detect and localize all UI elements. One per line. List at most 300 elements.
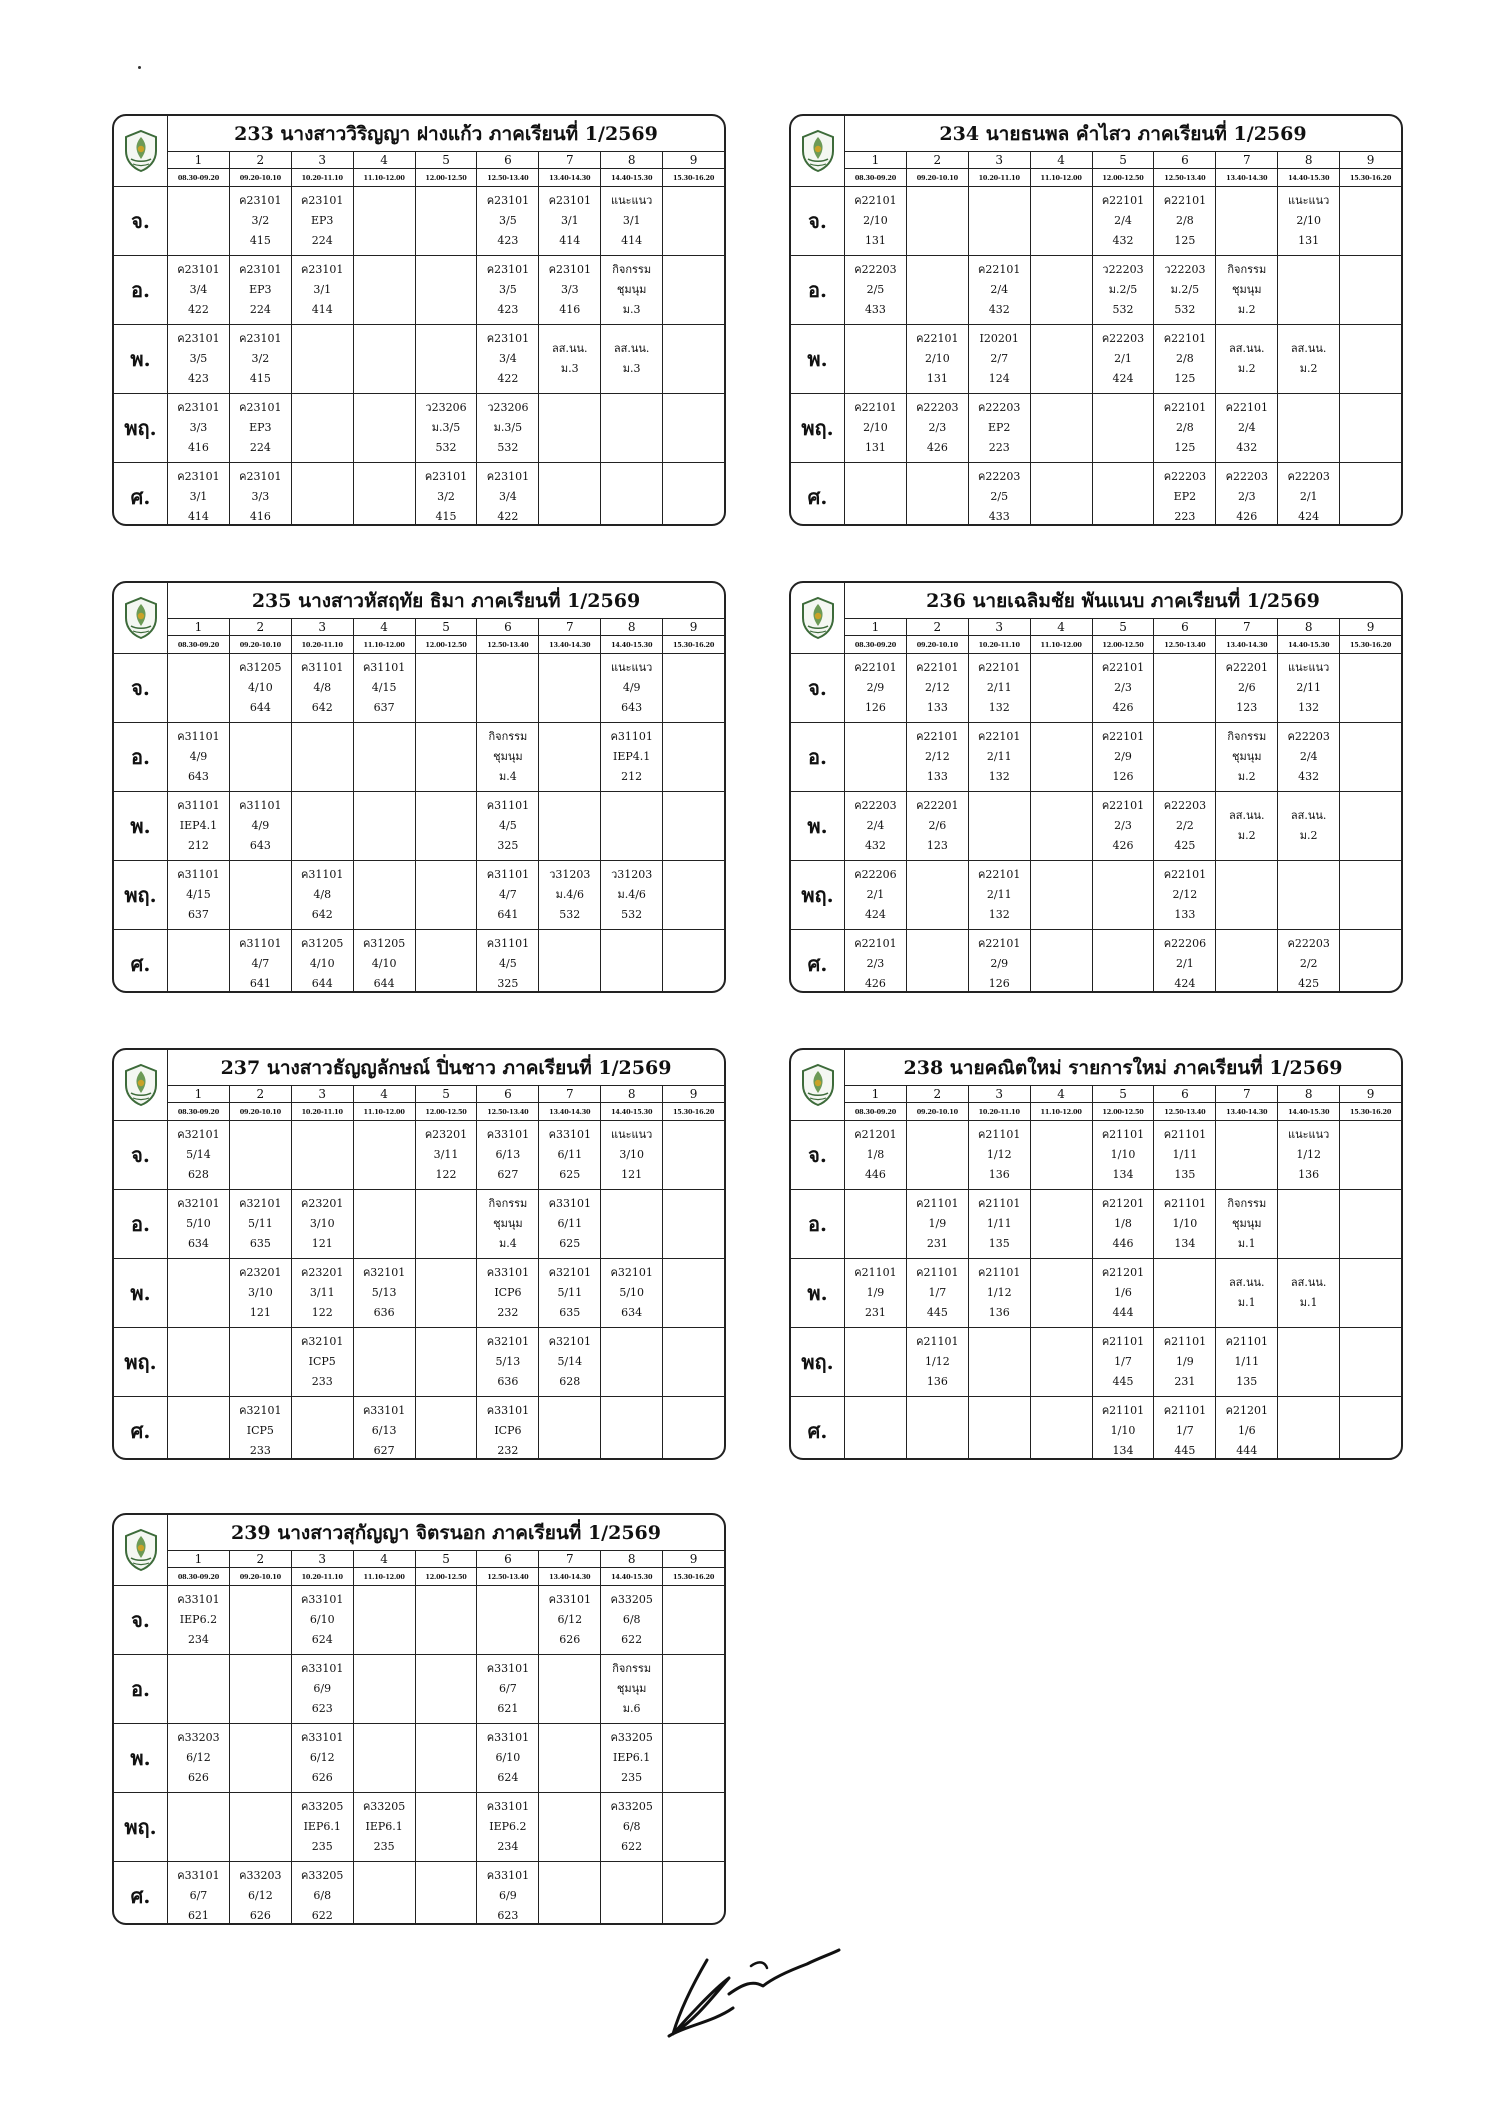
cell-line: ค31101 [177, 868, 220, 881]
cell-line: ม.3/5 [493, 421, 523, 434]
cell-line: 6/10 [309, 1613, 335, 1626]
schedule-cell [969, 1328, 1031, 1396]
cell-line: 532 [1174, 303, 1196, 316]
cell-line: 1/9 [1176, 1355, 1194, 1368]
schedule-cell [1278, 325, 1340, 393]
schedule-cell [663, 1121, 724, 1189]
schedule-cell [292, 394, 354, 462]
schedule-cell [907, 394, 969, 462]
schedule-cell [1216, 256, 1278, 324]
cell-line: 235 [621, 1771, 643, 1784]
schedule-cell [1154, 1259, 1216, 1327]
period-time: 10.20-11.10 [292, 636, 354, 653]
period-time: 10.20-11.10 [292, 1568, 354, 1585]
cell-line: 2/11 [986, 750, 1012, 763]
period-time: 11.10-12.00 [354, 636, 416, 653]
logo-cell [114, 116, 168, 186]
schedule-cell [601, 394, 663, 462]
cell-line: 416 [249, 510, 271, 523]
cell-line: 642 [311, 701, 333, 714]
schedule-cell [292, 1328, 354, 1396]
period-number: 9 [689, 620, 698, 635]
schedule-cell [907, 792, 969, 860]
cell-line: 628 [187, 1168, 209, 1181]
cell-line: ค32101 [362, 1266, 406, 1279]
cell-line: ค21101 [916, 1197, 959, 1210]
cell-line: 6/9 [499, 1889, 517, 1902]
schedule-cell [477, 792, 539, 860]
cell-line: 2/6 [1237, 681, 1256, 694]
schedule-cell [354, 394, 416, 462]
cell-line: ค23101 [486, 332, 530, 345]
timetable-233 [112, 114, 726, 526]
cell-line: 212 [621, 770, 643, 783]
period-number: 2 [230, 619, 292, 635]
cell-line: 2/4 [1114, 214, 1132, 227]
schedule-cell [601, 861, 663, 929]
timetable-header [791, 583, 1401, 654]
period-time: 15.30-16.20 [672, 1107, 715, 1116]
cell-line: 2/12 [924, 750, 950, 763]
schedule-cell [1216, 1397, 1278, 1460]
period-time: 13.40-14.30 [539, 636, 601, 653]
period-number: 5 [416, 1086, 478, 1102]
period-number: 1 [845, 1086, 907, 1102]
period-number: 3 [292, 1086, 354, 1102]
period-number: 7 [1216, 152, 1278, 168]
cell-line: ค21201 [1225, 1404, 1268, 1417]
period-time: 15.30-16.20 [1349, 1107, 1392, 1116]
period-time: 10.20-11.10 [969, 169, 1031, 186]
cell-line: 6/8 [313, 1889, 332, 1902]
cell-line: ค22203 [916, 401, 959, 414]
cell-line: 6/12 [309, 1751, 335, 1764]
schedule-cell [477, 256, 539, 324]
schedule-cell [663, 394, 724, 462]
cell-line: 3/11 [433, 1148, 459, 1161]
day-label: จ. [791, 1121, 845, 1189]
time-header-row [845, 636, 1401, 653]
schedule-cell [845, 723, 907, 791]
schedule-cell [230, 1793, 292, 1861]
schedule-cell [539, 723, 601, 791]
period-number: 3 [292, 152, 354, 168]
day-row [791, 1190, 1401, 1259]
cell-line: กิจกรรม [612, 263, 652, 276]
cell-line: 2/4 [1299, 750, 1318, 763]
schedule-cell [601, 1724, 663, 1792]
schedule-cell [354, 654, 416, 722]
day-row [114, 723, 724, 792]
cell-line: ค23101 [486, 194, 530, 207]
cell-line: ว31203 [549, 868, 591, 881]
cell-line: ค22203 [978, 470, 1021, 483]
day-label: พฤ. [114, 1328, 168, 1396]
cell-line: 133 [926, 770, 948, 783]
schedule-cell [354, 1397, 416, 1460]
cell-line: 126 [864, 701, 886, 714]
day-row [791, 861, 1401, 930]
cell-line: 232 [497, 1306, 519, 1319]
cell-line: ค21101 [854, 1266, 897, 1279]
cell-line: 1/7 [928, 1286, 947, 1299]
cell-line: ค33101 [301, 1593, 344, 1606]
cell-line: ค33205 [610, 1800, 653, 1813]
schedule-cell [230, 1121, 292, 1189]
schedule-cell [845, 463, 907, 526]
timetable-236 [789, 581, 1403, 993]
cell-line: 3/3 [189, 421, 208, 434]
day-label: พ. [114, 325, 168, 393]
period-time: 15.30-16.20 [1349, 640, 1392, 649]
period-time: 12.00-12.50 [416, 169, 478, 186]
schedule-cell [168, 256, 230, 324]
schedule-cell [969, 792, 1031, 860]
schedule-cell [1216, 1121, 1278, 1189]
schedule-cell [1340, 1121, 1401, 1189]
schedule-cell [1031, 654, 1093, 722]
cell-line: ค23101 [239, 470, 282, 483]
period-time: 12.50-13.40 [1154, 1103, 1216, 1120]
cell-line: 2/2 [1299, 957, 1318, 970]
period-number: 6 [1154, 1086, 1216, 1102]
schedule-cell [477, 1259, 539, 1327]
schedule-cell [1216, 792, 1278, 860]
cell-line: 623 [497, 1909, 519, 1922]
cell-line: 1/6 [1114, 1286, 1132, 1299]
cell-line: 446 [864, 1168, 886, 1181]
cell-line: กิจกรรม [1227, 1197, 1267, 1210]
day-row [791, 256, 1401, 325]
cell-line: 131 [926, 372, 948, 385]
cell-line: ม.2 [1299, 362, 1318, 375]
schedule-cell [416, 1397, 478, 1460]
cell-line: ค22101 [854, 194, 897, 207]
day-row [114, 654, 724, 723]
cell-line: ค33205 [301, 1869, 344, 1882]
schedule-cell [1154, 394, 1216, 462]
cell-line: 1/8 [866, 1148, 885, 1161]
cell-line: 641 [249, 977, 271, 990]
schedule-cell [230, 1259, 292, 1327]
day-label: อ. [791, 256, 845, 324]
cell-line: 224 [249, 441, 271, 454]
logo-cell [114, 1050, 168, 1120]
schedule-cell [539, 1328, 601, 1396]
cell-line: 414 [621, 234, 643, 247]
schedule-cell [416, 1724, 478, 1792]
period-number: 1 [845, 619, 907, 635]
period-time: 14.40-15.30 [601, 169, 663, 186]
cell-line: กิจกรรม [488, 1197, 528, 1210]
schedule-cell [1278, 256, 1340, 324]
cell-line: ค23101 [239, 194, 282, 207]
schedule-cell [477, 930, 539, 993]
cell-line: 223 [988, 441, 1010, 454]
cell-line: 621 [187, 1909, 209, 1922]
schedule-cell [292, 1655, 354, 1723]
day-row [114, 325, 724, 394]
schedule-cell [663, 723, 724, 791]
period-time: 11.10-12.00 [1031, 1103, 1093, 1120]
cell-line: ค31205 [362, 937, 406, 950]
period-time: 08.30-09.20 [845, 1103, 907, 1120]
cell-line: ค22201 [916, 799, 959, 812]
cell-line: ค21101 [916, 1335, 959, 1348]
schedule-cell [1031, 1397, 1093, 1460]
cell-line: ค23101 [177, 470, 220, 483]
cell-line: 125 [1174, 372, 1196, 385]
period-time: 13.40-14.30 [1216, 169, 1278, 186]
schedule-cell [1278, 930, 1340, 993]
cell-line: ค21201 [1101, 1197, 1145, 1210]
cell-line: 6/11 [557, 1148, 583, 1161]
cell-line: 131 [864, 234, 886, 247]
cell-line: 423 [497, 234, 519, 247]
cell-line: 124 [988, 372, 1010, 385]
cell-line: 135 [988, 1237, 1010, 1250]
cell-line: 4/5 [499, 957, 517, 970]
schedule-cell [477, 1121, 539, 1189]
schedule-cell [477, 1862, 539, 1925]
schedule-cell [416, 1121, 478, 1189]
cell-line: 132 [988, 908, 1010, 921]
cell-line: ค23101 [548, 194, 591, 207]
cell-line: ค21101 [916, 1266, 959, 1279]
cell-line: ค23201 [301, 1197, 344, 1210]
cell-line: 432 [864, 839, 886, 852]
schedule-cell [1093, 1121, 1155, 1189]
schedule-cell [354, 463, 416, 526]
cell-line: ICP6 [494, 1424, 522, 1437]
schedule-cell [354, 723, 416, 791]
schedule-cell [539, 654, 601, 722]
period-time: 12.00-12.50 [1093, 636, 1155, 653]
cell-line: ค22101 [916, 730, 959, 743]
cell-line: ม.4 [499, 770, 517, 783]
cell-line: ชุมนุม [493, 1217, 523, 1230]
period-time: 13.40-14.30 [539, 1103, 601, 1120]
timetable-title: 233 นางสาววิริญญา ฝางแก้ว ภาคเรียนที่ 1/2569 [168, 116, 724, 152]
cell-line: 3/4 [189, 283, 208, 296]
timetable-234 [789, 114, 1403, 526]
cell-line: 4/9 [622, 681, 641, 694]
cell-line: 2/3 [1237, 490, 1256, 503]
cell-line: 6/13 [495, 1148, 521, 1161]
cell-line: 446 [1112, 1237, 1134, 1250]
schedule-cell [969, 187, 1031, 255]
schedule-cell [230, 1586, 292, 1654]
day-row [791, 394, 1401, 463]
schedule-cell [230, 1655, 292, 1723]
time-header-row [168, 1568, 724, 1585]
period-number: 9 [689, 153, 698, 168]
cell-line: I20201 [979, 332, 1019, 345]
cell-line: ค33101 [486, 1869, 530, 1882]
schedule-cell [416, 792, 478, 860]
cell-line: ม.1 [1237, 1296, 1256, 1309]
cell-line: 642 [311, 908, 333, 921]
schedule-cell [416, 1259, 478, 1327]
schedule-cell [354, 1793, 416, 1861]
period-number: 6 [477, 1086, 539, 1102]
schedule-cell [1093, 654, 1155, 722]
schedule-cell [477, 1793, 539, 1861]
cell-line: 234 [187, 1633, 209, 1646]
cell-line: 415 [249, 372, 271, 385]
cell-line: 123 [1236, 701, 1258, 714]
schedule-cell [845, 1397, 907, 1460]
schedule-cell [168, 792, 230, 860]
day-label: ศ. [114, 1862, 168, 1925]
period-number: 8 [601, 619, 663, 635]
cell-line: ค22101 [978, 868, 1021, 881]
cell-line: 135 [1236, 1375, 1258, 1388]
schedule-cell [168, 463, 230, 526]
schedule-cell [416, 256, 478, 324]
cell-line: 224 [311, 234, 333, 247]
cell-line: 134 [1112, 1444, 1134, 1457]
cell-line: 233 [249, 1444, 271, 1457]
time-header-row [845, 169, 1401, 186]
cell-line: ค32101 [610, 1266, 653, 1279]
period-number: 1 [168, 1551, 230, 1567]
schedule-cell [663, 1793, 724, 1861]
cell-line: 423 [497, 303, 519, 316]
cell-line: 422 [497, 372, 519, 385]
schedule-cell [416, 723, 478, 791]
day-row [114, 1397, 724, 1460]
cell-line: IEP6.1 [303, 1820, 341, 1833]
period-number: 1 [168, 619, 230, 635]
cell-line: ค22203 [978, 401, 1021, 414]
schedule-cell [477, 654, 539, 722]
cell-line: ค22101 [978, 937, 1021, 950]
cell-line: EP3 [249, 283, 272, 296]
cell-line: 634 [621, 1306, 643, 1319]
day-label: พ. [114, 1259, 168, 1327]
schedule-cell [354, 1586, 416, 1654]
timetable-title: 237 นางสาวธัญญลักษณ์ ปิ่นชาว ภาคเรียนที่ 1/2569 [168, 1050, 724, 1086]
schedule-cell [907, 187, 969, 255]
schedule-cell [416, 463, 478, 526]
cell-line: ลส.นน. [1229, 342, 1265, 355]
schedule-cell [230, 325, 292, 393]
cell-line: 532 [497, 441, 519, 454]
period-number: 7 [539, 1551, 601, 1567]
period-number: 9 [1366, 1087, 1375, 1102]
schedule-cell [539, 394, 601, 462]
cell-line: ค33101 [301, 1731, 344, 1744]
cell-line: 1/12 [924, 1355, 950, 1368]
schedule-cell [601, 1190, 663, 1258]
period-time: 12.00-12.50 [416, 636, 478, 653]
cell-line: 626 [559, 1633, 581, 1646]
schedule-cell [1154, 1190, 1216, 1258]
period-number: 8 [601, 1086, 663, 1102]
school-crest-icon [122, 129, 160, 173]
period-header-row [845, 619, 1401, 636]
schedule-cell [1154, 654, 1216, 722]
cell-line: ค31101 [177, 730, 220, 743]
schedule-cell [292, 1862, 354, 1925]
cell-line: 1/12 [986, 1286, 1012, 1299]
schedule-cell [477, 394, 539, 462]
schedule-cell [601, 654, 663, 722]
cell-line: 3/3 [560, 283, 579, 296]
cell-line: ค32101 [548, 1266, 591, 1279]
schedule-cell [663, 1397, 724, 1460]
period-time: 14.40-15.30 [601, 1568, 663, 1585]
period-number: 2 [230, 1086, 292, 1102]
schedule-cell [1154, 187, 1216, 255]
cell-line: 121 [621, 1168, 643, 1181]
period-number: 1 [845, 152, 907, 168]
cell-line: ม.1 [1237, 1237, 1256, 1250]
timetable-237 [112, 1048, 726, 1460]
period-time: 08.30-09.20 [845, 169, 907, 186]
day-row [114, 187, 724, 256]
period-time: 12.00-12.50 [1093, 1103, 1155, 1120]
day-row [791, 1121, 1401, 1190]
period-number: 2 [230, 1551, 292, 1567]
period-number: 2 [907, 1086, 969, 1102]
period-number: 3 [292, 1551, 354, 1567]
schedule-cell [416, 394, 478, 462]
cell-line: 445 [1174, 1444, 1196, 1457]
schedule-cell [416, 1655, 478, 1723]
cell-line: 125 [1174, 441, 1196, 454]
day-label: ศ. [114, 1397, 168, 1460]
cell-line: ลส.นน. [1229, 809, 1265, 822]
schedule-cell [969, 723, 1031, 791]
day-label: ศ. [791, 1397, 845, 1460]
cell-line: 644 [249, 701, 271, 714]
cell-line: 121 [249, 1306, 271, 1319]
cell-line: 2/3 [866, 957, 885, 970]
school-crest-icon [799, 596, 837, 640]
schedule-cell [845, 861, 907, 929]
cell-line: 622 [311, 1909, 333, 1922]
cell-line: 2/2 [1176, 819, 1194, 832]
period-time: 11.10-12.00 [354, 1103, 416, 1120]
timetable-header [114, 116, 724, 187]
logo-cell [791, 583, 845, 653]
cell-line: 2/1 [866, 888, 885, 901]
schedule-cell [168, 1397, 230, 1460]
schedule-cell [907, 930, 969, 993]
cell-line: 4/10 [309, 957, 335, 970]
cell-line: 3/1 [622, 214, 641, 227]
schedule-cell [1154, 463, 1216, 526]
cell-line: ม.2 [1237, 303, 1256, 316]
cell-line: 532 [559, 908, 581, 921]
schedule-cell [601, 1586, 663, 1654]
cell-line: 4/9 [251, 819, 270, 832]
timetable-239 [112, 1513, 726, 1925]
cell-line: 624 [497, 1771, 519, 1784]
cell-line: 2/9 [866, 681, 885, 694]
schedule-cell [477, 723, 539, 791]
cell-line: ค33101 [486, 1128, 530, 1141]
schedule-cell [601, 1793, 663, 1861]
schedule-cell [907, 654, 969, 722]
schedule-cell [477, 187, 539, 255]
schedule-cell [230, 792, 292, 860]
schedule-cell [292, 1121, 354, 1189]
cell-line: 5/10 [186, 1217, 211, 1230]
schedule-cell [1093, 463, 1155, 526]
